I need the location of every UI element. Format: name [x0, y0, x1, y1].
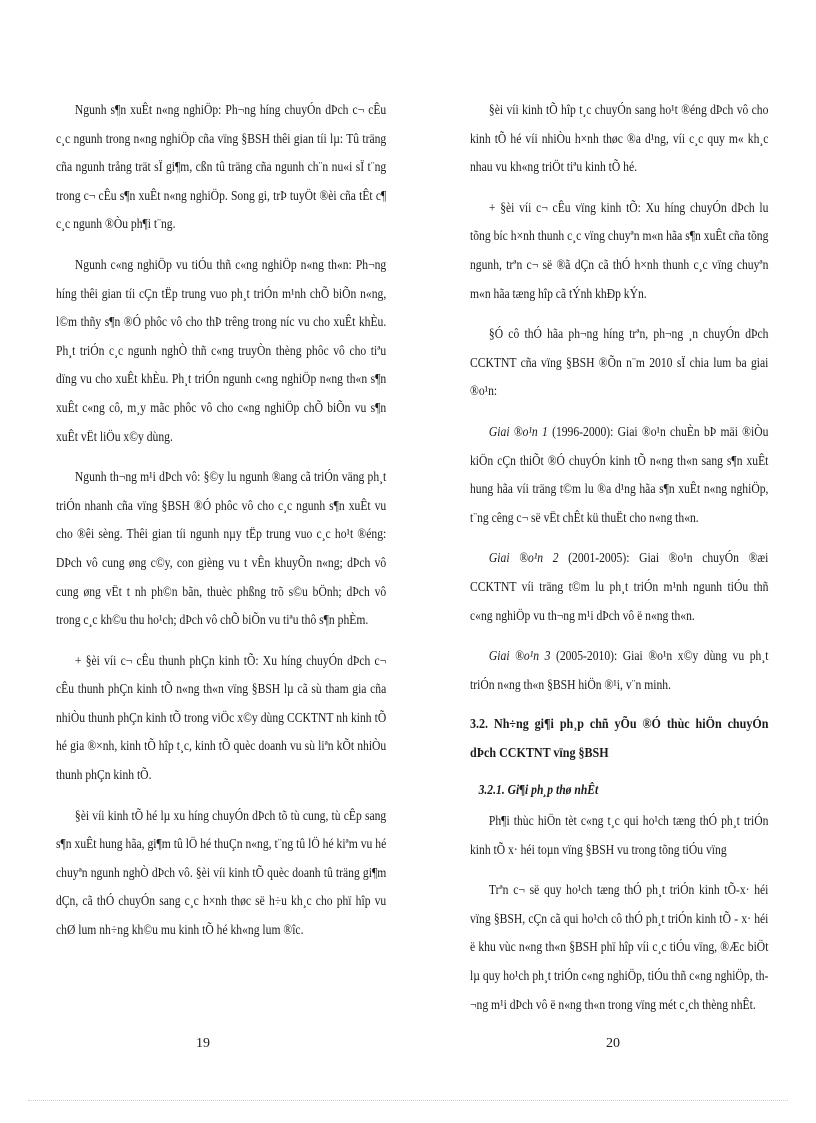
phase-lead: Giai ®o¹n 3: [488, 648, 551, 664]
phase-paragraph: [470, 544, 768, 630]
right-column: [470, 96, 768, 1031]
paragraph: §Ó cô thÓ hãa ph¬ng híng trªn, ph¬ng ¸n chuyÓn dÞch CCKTNT cña vïng §BSH ®Õn n¨m 2010 sÏ chia lum ba giai ®o¹n:: [470, 326, 769, 399]
section-heading: 3.2. Nh÷ng gi¶i ph¸p chñ yÕu ®Ó thùc hiÖn chuyÓn dÞch CCKTNT vïng §BSH: [470, 717, 769, 761]
paragraph: §èi víi kinh tÕ hîp t¸c chuyÓn sang ho¹t ®éng dÞch vô cho kinh tÕ hé víi nhiÒu h×nh thøc ®a d¹ng, víi c¸c quy m« kh¸c nhau vu kh«ng triÖt tiªu kinh tÕ hé.: [470, 102, 769, 175]
phase-text: (1996-2000): Giai ®o¹n chuÈn bÞ mäi ®iÒu kiÖn cÇn thiÕt ®Ó chuyÓn kinh tÕ n«ng th«n sang s¶n xuÊt hung hãa víi träng t©m lu ®a d¹ng hãa s¶n xuÊt n«ng nghiÖp, t¨ng cêng c¬ së vËt chÊt kü thuËt cho n«ng th«n.: [470, 423, 769, 525]
paragraph: Ngunh s¶n xuÊt n«ng nghiÖp: Ph¬ng híng chuyÓn dÞch c¬ cÊu c¸c ngunh trong n«ng nghiÖp cña vïng §BSH thêi gian tíi lµ: Tû träng cña ngunh trång trät sÏ gi¶m, cßn tû träng cña ngunh ch¨n nu«i sÏ t¨ng trong c¬ cÊu s¶n xuÊt n«ng nghiÖp. Song gi, trÞ tuyÖt ®èi cña tÊt c¶ c¸c ngunh ®Òu ph¶i t¨ng.: [56, 102, 387, 232]
paragraph: + §èi víi c¬ cÊu thunh phÇn kinh tÕ: Xu híng chuyÓn dÞch c¬ cÊu thunh phÇn kinh tÕ n«ng th«n vïng §BSH lµ cã sù tham gia cña nhiÒu thunh phÇn kinh tÕ trong viÖc x©y dùng CCKTNT nh kinh tÕ hé gia ®×nh, kinh tÕ hîp t¸c, kinh tÕ quèc doanh vu sù liªn kÕt nhiÒu thunh phÇn kinh tÕ.: [56, 652, 387, 783]
left-column: [56, 96, 386, 957]
paragraph: §èi víi kinh tÕ hé lµ xu híng chuyÓn dÞch tõ tù cung, tù cÊp sang s¶n xuÊt hung hãa, gi¶m tû lÖ hé thuÇn n«ng, t¨ng tû lÖ hé kiªm vu hé chuyªn ngunh nghÒ dÞch vô. §èi víi kinh tÕ quèc doanh tû träng gi¶m dÇn, cã thÓ chuyÓn sang c¸c h×nh thøc së h÷u kh¸c cho phï hîp vu chØ lum nh÷ng kh©u mu kinh tÕ hé kh«ng lum ®îc.: [56, 807, 387, 938]
paragraph: Trªn c¬ së quy ho¹ch tæng thÓ ph¸t triÓn kinh tÕ-x· héi vïng §BSH, cÇn cã qui ho¹ch cô thÓ ph¸t triÓn kinh tÕ - x· héi ë khu vùc n«ng th«n §BSH phï hîp víi c¸c tiÓu vïng, ®Æc biÖt lµ quy ho¹ch ph¸t triÓn c«ng nghiÖp, tiÓu thñ c«ng nghiÖp, th¬ng m¹i dÞch vô ë n«ng th«n trong vïng mét c¸ch thèng nhÊt.: [470, 882, 769, 1012]
phase-lead: Giai ®o¹n 2: [488, 550, 559, 566]
paragraph: Ngunh c«ng nghiÖp vu tiÓu thñ c«ng nghiÖp n«ng th«n: Ph¬ng híng thêi gian tíi cÇn tËp trung vuo ph¸t triÓn m¹nh chÕ biÕn n«ng, l©m thñy s¶n ®Ó phôc vô cho thÞ trêng trong níc vu cho xuÊt khÈu. Ph¸t triÓn c¸c ngunh nghÒ thñ c«ng truyÒn thèng phôc vô cho tiªu dïng vu cho xuÊt khÈu. Ph¸t triÓn ngunh c«ng nghiÖp n«ng th«n s¶n xuÊt c«ng cô, m¸y mãc phôc vô cho c«ng nghiÖp chÕ biÕn vu s¶n xuÊt vËt liÖu x©y dùng.: [56, 256, 387, 444]
paragraph: + §èi víi c¬ cÊu vïng kinh tÕ: Xu híng chuyÓn dÞch lu tõng bíc h×nh thunh c¸c vïng chuyªn m«n hãa s¶n xuÊt cña tõng ngunh, trªn c¬ së ®ã dÇn cã thÓ h×nh thunh c¸c vïng chuyªn m«n hãa tæng hîp cã tÝnh khÐp kÝn.: [470, 199, 769, 301]
page-number-right: 20: [606, 1036, 620, 1051]
paragraph: Ph¶i thùc hiÖn tèt c«ng t¸c qui ho¹ch tæng thÓ ph¸t triÓn kinh tÕ x· héi toµn vïng §BSH vu trong tõng tiÓu vïng: [470, 813, 769, 857]
paragraph: Ngunh th¬ng m¹i dÞch vô: §©y lu ngunh ®ang cã triÓn väng ph¸t triÓn nhanh cña vïng §BSH ®Ó phôc vô cho c¸c ngunh s¶n xuÊt vu cho ®êi sèng. Thêi gian tíi ngunh nµy tËp trung vuo c¸c ho¹t ®éng: DÞch vô cung øng c©y, con gièng vu t vÊn khuyÕn n«ng; dÞch vô cung øng vËt t nh ph©n bãn, thuèc phßng trõ s©u bÖnh; dÞch vô trong c¸c kh©u thu ho¹ch; dÞch vô chÕ biÕn vu tiªu thô s¶n phÈm.: [56, 469, 387, 628]
phase-text: (2005-2010): Giai ®o¹n x©y dùng vu ph¸t triÓn n«ng th«n §BSH hiÖn ®¹i, v¨n minh.: [470, 648, 769, 692]
phase-paragraph: [470, 418, 768, 532]
page-number-left: 19: [196, 1036, 210, 1051]
phase-paragraph: [470, 642, 768, 699]
subsection-heading: 3.2.1. Gi¶i ph¸p thø nhÊt: [478, 782, 599, 798]
phase-text: (2001-2005): Giai ®o¹n chuyÓn ®æi CCKTNT víi träng t©m lu ph¸t triÓn m¹nh ngunh tiÓu thñ c«ng nghiÖp vu th¬ng m¹i dÞch vô ë n«ng th«n.: [470, 550, 769, 623]
bottom-divider: [28, 1100, 788, 1101]
phase-lead: Giai ®o¹n 1: [488, 423, 548, 439]
